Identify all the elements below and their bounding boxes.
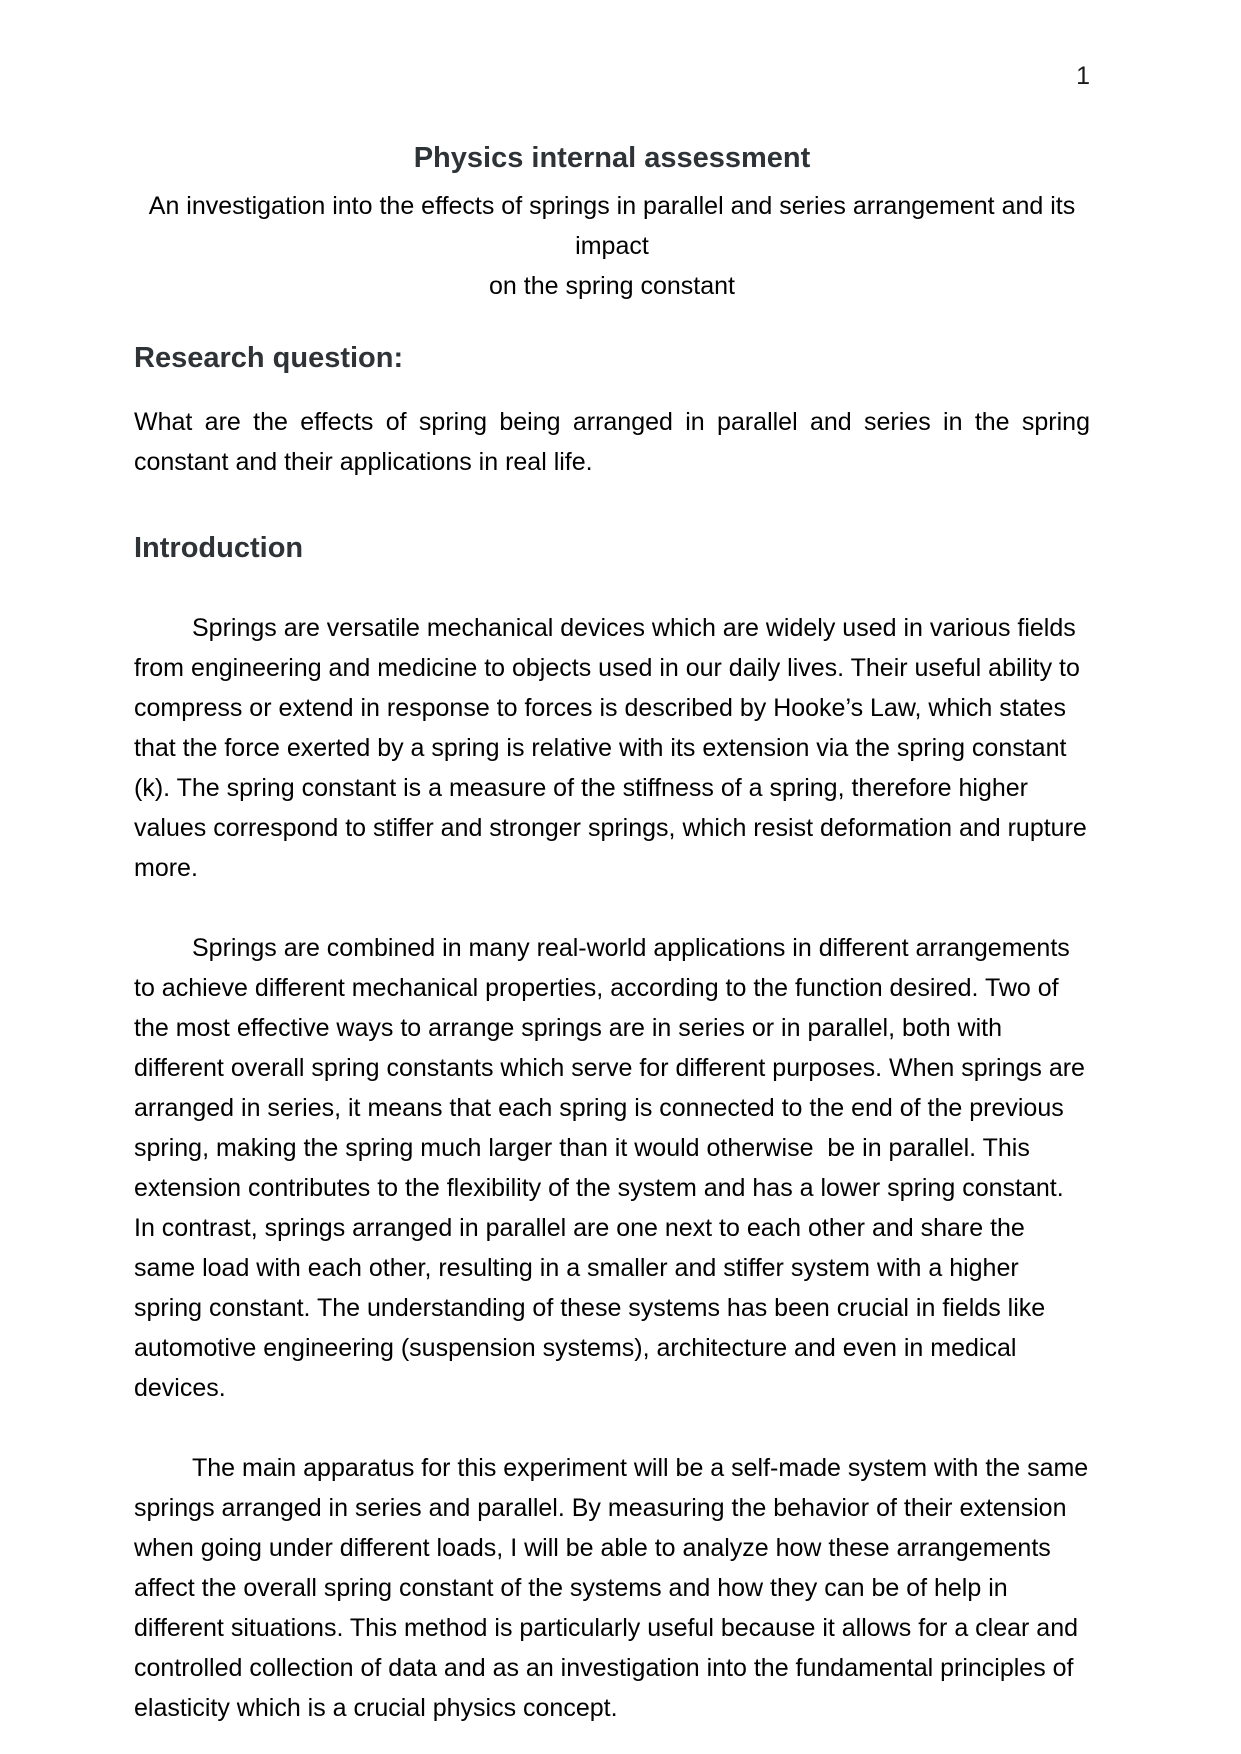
document-subtitle	[134, 186, 1090, 306]
page-number: 1	[1076, 62, 1090, 90]
section-heading-introduction: Introduction	[134, 532, 304, 564]
section-heading-research-question: Research question:	[134, 342, 404, 374]
research-question-paragraph: What are the effects of spring being arranged in parallel and series in the spring constant and their applications in real life.	[134, 408, 1090, 476]
document-subtitle-line-2: on the spring constant	[489, 272, 735, 300]
introduction-paragraph-2: Springs are combined in many real-world applications in different arrangements to achieve different mechanical properties, according to the function desired. Two of the most effective ways to arrange springs are in series or in parallel, both with different overall spring constants which serve for different purposes. When springs are arranged in series, it means that each spring is connected to the end of the previous spring, making the spring much larger than it would otherwise be in parallel. This extension contributes to the flexibility of the system and has a lower spring constant. In contrast, springs arranged in parallel are one next to each other and share the same load with each other, resulting in a smaller and stiffer system with a higher spring constant. The understanding of these systems has been crucial in fields like automotive engineering (suspension systems), architecture and even in medical devices.	[134, 934, 1092, 1402]
document-subtitle-line-1: An investigation into the effects of springs in parallel and series arrangement and its impact	[148, 192, 1076, 260]
introduction-paragraph-3: The main apparatus for this experiment will be a self-made system with the same springs arranged in series and parallel. By measuring the behavior of their extension when going under different loads, I will be able to analyze how these arrangements affect the overall spring constant of the systems and how they can be of help in different situations. This method is particularly useful because it allows for a clear and controlled collection of data and as an investigation into the fundamental principles of elasticity which is a crucial physics concept.	[134, 1454, 1096, 1722]
introduction-paragraph-1: Springs are versatile mechanical devices which are widely used in various fields from engineering and medicine to objects used in our daily lives. Their useful ability to compress or extend in response to forces is described by Hooke’s Law, which states that the force exerted by a spring is relative with its extension via the spring constant (k). The spring constant is a measure of the stiffness of a spring, therefore higher values correspond to stiffer and stronger springs, which resist deformation and rupture more.	[134, 614, 1094, 882]
document-title: Physics internal assessment	[413, 142, 811, 174]
